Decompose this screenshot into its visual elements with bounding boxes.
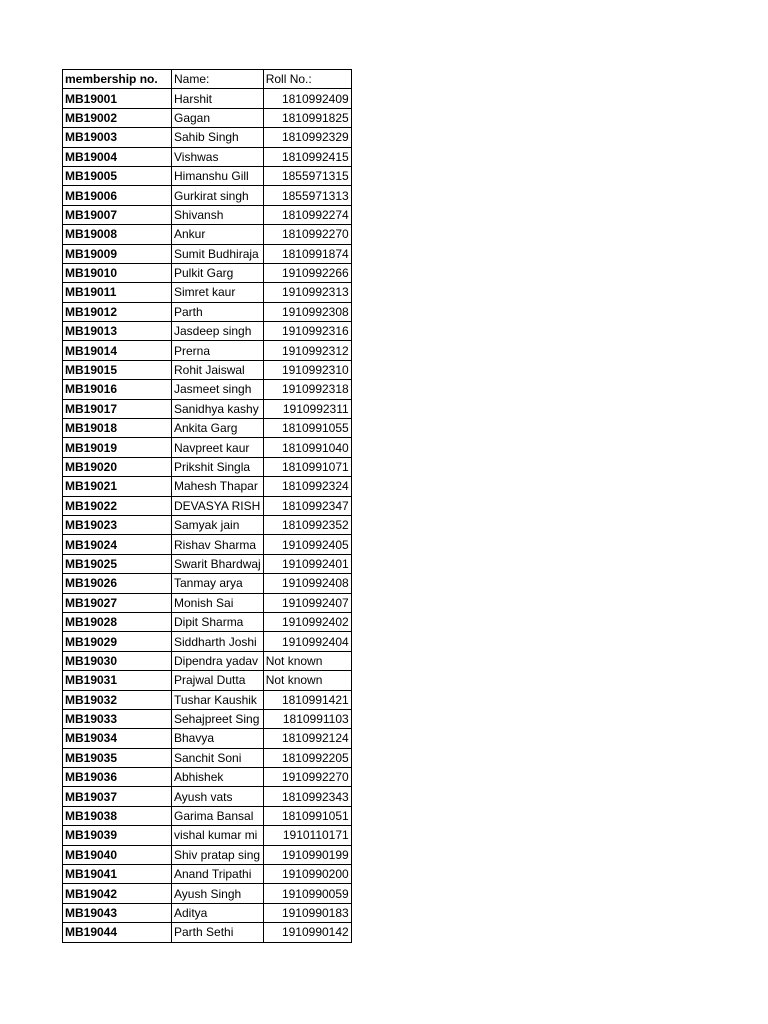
table-row <box>63 787 352 806</box>
roll-no-cell[interactable]: 1810992274 <box>263 205 351 224</box>
membership-no-cell[interactable]: MB19042 <box>63 884 172 903</box>
roll-no-cell[interactable]: 1810991051 <box>263 806 351 825</box>
name-cell[interactable]: Shivansh <box>172 205 264 224</box>
table-row <box>63 477 352 496</box>
name-cell[interactable]: Harshit <box>172 89 264 108</box>
membership-no-cell[interactable]: MB19025 <box>63 554 172 573</box>
membership-no-cell[interactable]: MB19012 <box>63 302 172 321</box>
roll-no-cell[interactable]: 1810991071 <box>263 457 351 476</box>
membership-no-cell[interactable]: MB19016 <box>63 380 172 399</box>
name-cell[interactable]: Dipendra yadav <box>172 651 264 670</box>
name-cell[interactable]: Ankur <box>172 225 264 244</box>
table-row <box>63 399 352 418</box>
roll-no-cell[interactable]: 1810991825 <box>263 108 351 127</box>
name-cell[interactable]: Tanmay arya <box>172 574 264 593</box>
table-row <box>63 380 352 399</box>
roll-no-cell[interactable]: 1910992402 <box>263 612 351 631</box>
table-row <box>63 845 352 864</box>
membership-no-cell[interactable]: MB19027 <box>63 593 172 612</box>
table-row <box>63 263 352 282</box>
table-row <box>63 884 352 903</box>
roll-no-cell[interactable]: 1810991874 <box>263 244 351 263</box>
membership-no-cell[interactable]: MB19043 <box>63 903 172 922</box>
name-cell[interactable]: Mahesh Thapar <box>172 477 264 496</box>
name-cell[interactable]: Siddharth Joshi <box>172 632 264 651</box>
membership-no-cell[interactable]: MB19010 <box>63 263 172 282</box>
table-row <box>63 186 352 205</box>
table-row <box>63 225 352 244</box>
name-cell[interactable]: Vishwas <box>172 147 264 166</box>
membership-no-cell[interactable]: MB19005 <box>63 166 172 185</box>
roll-no-cell[interactable]: 1810992324 <box>263 477 351 496</box>
roll-no-cell[interactable]: 1810991040 <box>263 438 351 457</box>
membership-no-cell[interactable]: MB19013 <box>63 322 172 341</box>
membership-no-cell[interactable]: MB19038 <box>63 806 172 825</box>
name-cell[interactable]: Tushar Kaushik <box>172 690 264 709</box>
membership-no-cell[interactable]: MB19017 <box>63 399 172 418</box>
membership-no-cell[interactable]: MB19034 <box>63 729 172 748</box>
membership-no-cell[interactable]: MB19033 <box>63 709 172 728</box>
roll-no-cell[interactable]: 1810992329 <box>263 128 351 147</box>
membership-no-cell[interactable]: MB19008 <box>63 225 172 244</box>
name-cell[interactable]: Ayush Singh <box>172 884 264 903</box>
membership-table <box>62 69 352 943</box>
table-row <box>63 923 352 942</box>
membership-no-cell[interactable]: MB19021 <box>63 477 172 496</box>
membership-no-cell[interactable]: MB19003 <box>63 128 172 147</box>
roll-no-cell[interactable]: 1810991421 <box>263 690 351 709</box>
roll-no-cell[interactable]: 1810992124 <box>263 729 351 748</box>
name-cell[interactable]: Bhavya <box>172 729 264 748</box>
table-row <box>63 166 352 185</box>
name-cell[interactable]: Aditya <box>172 903 264 922</box>
membership-no-cell[interactable]: MB19006 <box>63 186 172 205</box>
membership-no-cell[interactable]: MB19024 <box>63 535 172 554</box>
header-roll-no[interactable]: Roll No.: <box>263 70 351 89</box>
name-cell[interactable]: Garima Bansal <box>172 806 264 825</box>
membership-no-cell[interactable]: MB19039 <box>63 826 172 845</box>
name-cell[interactable]: Ankita Garg <box>172 419 264 438</box>
name-cell[interactable]: Shiv pratap sing <box>172 845 264 864</box>
name-cell[interactable]: Himanshu Gill <box>172 166 264 185</box>
name-cell[interactable]: Sanchit Soni <box>172 748 264 767</box>
header-row <box>63 70 352 89</box>
name-cell[interactable]: Rohit Jaiswal <box>172 360 264 379</box>
membership-no-cell[interactable]: MB19032 <box>63 690 172 709</box>
membership-no-cell[interactable]: MB19029 <box>63 632 172 651</box>
table-row <box>63 205 352 224</box>
name-cell[interactable]: Anand Tripathi <box>172 865 264 884</box>
roll-no-cell[interactable]: 1910992408 <box>263 574 351 593</box>
name-cell[interactable]: Prajwal Dutta <box>172 671 264 690</box>
name-cell[interactable]: Sumit Budhiraja <box>172 244 264 263</box>
roll-no-cell[interactable]: 1810992352 <box>263 515 351 534</box>
table-row <box>63 244 352 263</box>
roll-no-cell[interactable]: Not known <box>263 651 351 670</box>
roll-no-cell[interactable]: 1910990059 <box>263 884 351 903</box>
membership-no-cell[interactable]: MB19004 <box>63 147 172 166</box>
membership-no-cell[interactable]: MB19001 <box>63 89 172 108</box>
roll-no-cell[interactable]: 1910990200 <box>263 865 351 884</box>
roll-no-cell[interactable]: 1910990142 <box>263 923 351 942</box>
membership-no-cell[interactable]: MB19002 <box>63 108 172 127</box>
membership-no-cell[interactable]: MB19030 <box>63 651 172 670</box>
name-cell[interactable]: Sahib Singh <box>172 128 264 147</box>
table-row <box>63 322 352 341</box>
table-row <box>63 128 352 147</box>
name-cell[interactable]: Pulkit Garg <box>172 263 264 282</box>
membership-no-cell[interactable]: MB19020 <box>63 457 172 476</box>
table-row <box>63 865 352 884</box>
name-cell[interactable]: Abhishek <box>172 768 264 787</box>
table-row <box>63 709 352 728</box>
membership-no-cell[interactable]: MB19019 <box>63 438 172 457</box>
membership-no-cell[interactable]: MB19007 <box>63 205 172 224</box>
table-row <box>63 496 352 515</box>
membership-no-cell[interactable]: MB19044 <box>63 923 172 942</box>
roll-no-cell[interactable]: 1855971313 <box>263 186 351 205</box>
roll-no-cell[interactable]: 1810991055 <box>263 419 351 438</box>
table-row <box>63 535 352 554</box>
name-cell[interactable]: Prikshit Singla <box>172 457 264 476</box>
membership-no-cell[interactable]: MB19015 <box>63 360 172 379</box>
membership-no-cell[interactable]: MB19031 <box>63 671 172 690</box>
table-row <box>63 554 352 573</box>
table-row <box>63 283 352 302</box>
name-cell[interactable]: Parth Sethi <box>172 923 264 942</box>
membership-no-cell[interactable]: MB19028 <box>63 612 172 631</box>
roll-no-cell[interactable]: 1910992318 <box>263 380 351 399</box>
table-row <box>63 593 352 612</box>
membership-no-cell[interactable]: MB19036 <box>63 768 172 787</box>
roll-no-cell[interactable]: 1910992316 <box>263 322 351 341</box>
name-cell[interactable]: Swarit Bhardwaj <box>172 554 264 573</box>
roll-no-cell[interactable]: 1910992311 <box>263 399 351 418</box>
name-cell[interactable]: Samyak jain <box>172 515 264 534</box>
table-row <box>63 651 352 670</box>
name-cell[interactable]: Gurkirat singh <box>172 186 264 205</box>
table-row <box>63 147 352 166</box>
roll-no-cell[interactable]: 1810992270 <box>263 225 351 244</box>
roll-no-cell[interactable]: 1910992310 <box>263 360 351 379</box>
table-row <box>63 690 352 709</box>
roll-no-cell[interactable]: 1910992404 <box>263 632 351 651</box>
name-cell[interactable]: Rishav Sharma <box>172 535 264 554</box>
membership-no-cell[interactable]: MB19026 <box>63 574 172 593</box>
membership-no-cell[interactable]: MB19041 <box>63 865 172 884</box>
table-row <box>63 768 352 787</box>
membership-no-cell[interactable]: MB19011 <box>63 283 172 302</box>
name-cell[interactable]: Dipit Sharma <box>172 612 264 631</box>
name-cell[interactable]: Simret kaur <box>172 283 264 302</box>
name-cell[interactable]: Navpreet kaur <box>172 438 264 457</box>
table-row <box>63 341 352 360</box>
table-row <box>63 826 352 845</box>
roll-no-cell[interactable]: 1910990183 <box>263 903 351 922</box>
membership-no-cell[interactable]: MB19023 <box>63 515 172 534</box>
name-cell[interactable]: Gagan <box>172 108 264 127</box>
table-row <box>63 806 352 825</box>
name-cell[interactable]: Prerna <box>172 341 264 360</box>
membership-no-cell[interactable]: MB19018 <box>63 419 172 438</box>
table-row <box>63 632 352 651</box>
name-cell[interactable]: Sanidhya kashy <box>172 399 264 418</box>
roll-no-cell[interactable]: 1910992405 <box>263 535 351 554</box>
roll-no-cell[interactable]: 1910110171 <box>263 826 351 845</box>
table-body <box>63 70 352 943</box>
name-cell[interactable]: Jasmeet singh <box>172 380 264 399</box>
table-row <box>63 108 352 127</box>
membership-no-cell[interactable]: MB19009 <box>63 244 172 263</box>
roll-no-cell[interactable]: 1910992313 <box>263 283 351 302</box>
name-cell[interactable]: Monish Sai <box>172 593 264 612</box>
name-cell[interactable]: vishal kumar mi <box>172 826 264 845</box>
roll-no-cell[interactable]: 1810992343 <box>263 787 351 806</box>
name-cell[interactable]: Jasdeep singh <box>172 322 264 341</box>
name-cell[interactable]: DEVASYA RISH <box>172 496 264 515</box>
table-row <box>63 729 352 748</box>
table-row <box>63 612 352 631</box>
roll-no-cell[interactable]: 1910992308 <box>263 302 351 321</box>
membership-no-cell[interactable]: MB19014 <box>63 341 172 360</box>
table-row <box>63 903 352 922</box>
name-cell[interactable]: Sehajpreet Sing <box>172 709 264 728</box>
table-row <box>63 438 352 457</box>
membership-no-cell[interactable]: MB19035 <box>63 748 172 767</box>
table-row <box>63 457 352 476</box>
table-row <box>63 302 352 321</box>
roll-no-cell[interactable]: 1810992409 <box>263 89 351 108</box>
roll-no-cell[interactable]: 1810992205 <box>263 748 351 767</box>
roll-no-cell[interactable]: Not known <box>263 671 351 690</box>
table-row <box>63 419 352 438</box>
table-row <box>63 574 352 593</box>
name-cell[interactable]: Ayush vats <box>172 787 264 806</box>
roll-no-cell[interactable]: 1910992407 <box>263 593 351 612</box>
table-row <box>63 515 352 534</box>
table-row <box>63 671 352 690</box>
name-cell[interactable]: Parth <box>172 302 264 321</box>
roll-no-cell[interactable]: 1910992401 <box>263 554 351 573</box>
header-membership-no[interactable]: membership no. <box>63 70 172 89</box>
roll-no-cell[interactable]: 1810991103 <box>263 709 351 728</box>
table-row <box>63 89 352 108</box>
roll-no-cell[interactable]: 1910990199 <box>263 845 351 864</box>
roll-no-cell[interactable]: 1855971315 <box>263 166 351 185</box>
roll-no-cell[interactable]: 1910992312 <box>263 341 351 360</box>
table-row <box>63 360 352 379</box>
membership-no-cell[interactable]: MB19040 <box>63 845 172 864</box>
membership-no-cell[interactable]: MB19022 <box>63 496 172 515</box>
membership-no-cell[interactable]: MB19037 <box>63 787 172 806</box>
roll-no-cell[interactable]: 1910992266 <box>263 263 351 282</box>
table-row <box>63 748 352 767</box>
roll-no-cell[interactable]: 1810992347 <box>263 496 351 515</box>
roll-no-cell[interactable]: 1910992270 <box>263 768 351 787</box>
roll-no-cell[interactable]: 1810992415 <box>263 147 351 166</box>
header-name[interactable]: Name: <box>172 70 264 89</box>
